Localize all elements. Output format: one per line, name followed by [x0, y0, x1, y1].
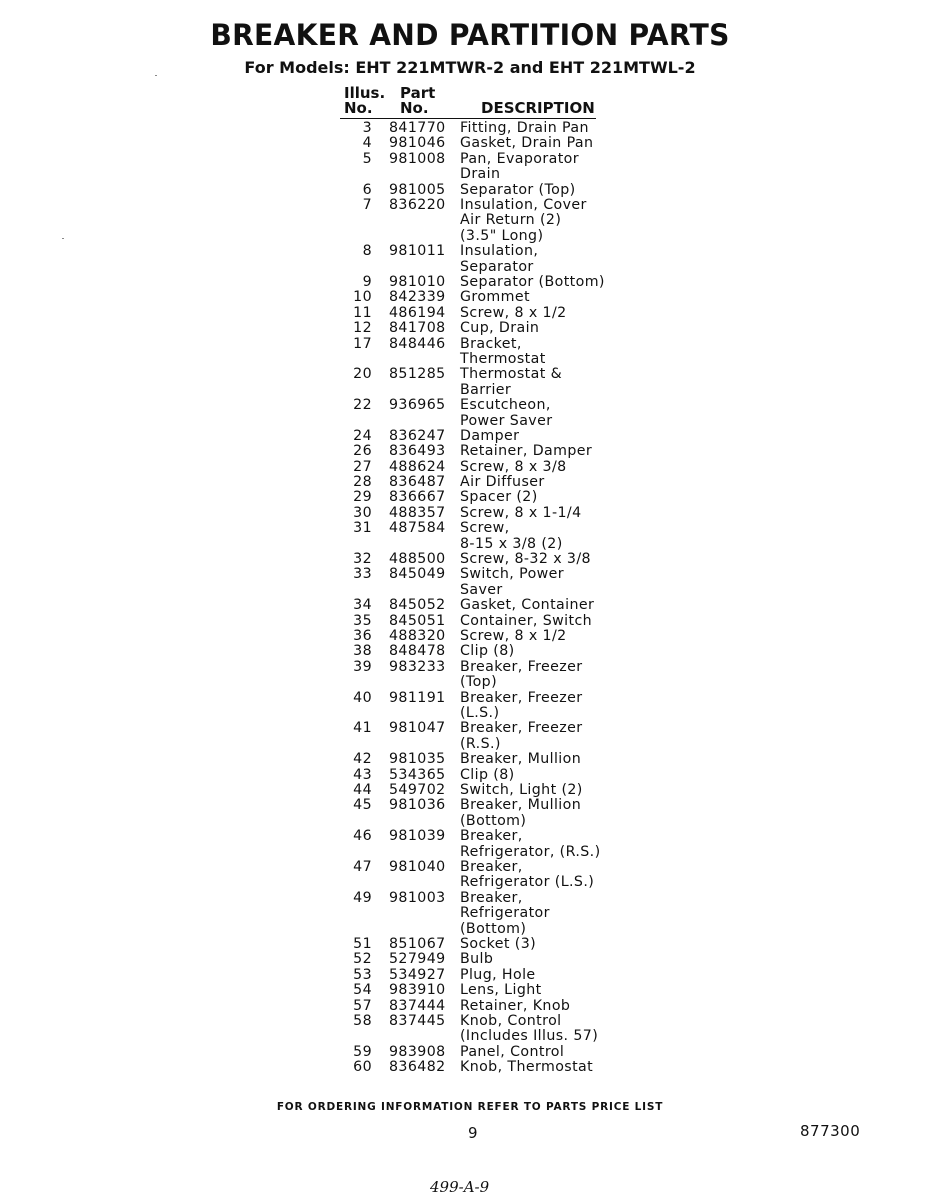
- part-number: 527949: [389, 951, 446, 968]
- illus-number: 22: [353, 397, 372, 414]
- part-description: Clip (8): [460, 643, 515, 660]
- table-row: [0, 552, 940, 567]
- part-number: 981047: [389, 720, 446, 737]
- part-description: Socket (3): [460, 935, 537, 952]
- table-row: [0, 490, 940, 505]
- table-row: [0, 860, 940, 891]
- part-number: 981036: [389, 797, 446, 814]
- part-number: 841770: [389, 120, 446, 136]
- table-row: [0, 752, 940, 767]
- part-number: 981040: [389, 858, 446, 875]
- illus-number: 33: [353, 566, 372, 583]
- part-number: 836247: [389, 427, 446, 444]
- table-row: [0, 429, 940, 444]
- illus-number: 51: [353, 935, 372, 952]
- illus-number: 35: [353, 612, 372, 629]
- table-row: [0, 598, 940, 613]
- part-number: 981003: [389, 889, 446, 906]
- part-description: Insulation, Separator: [460, 243, 539, 275]
- table-row: [0, 1014, 940, 1045]
- illus-number: 26: [353, 443, 372, 460]
- part-description: Retainer, Knob: [460, 997, 571, 1014]
- table-row: [0, 521, 940, 552]
- part-number: 845049: [389, 566, 446, 583]
- illus-number: 11: [353, 304, 372, 321]
- part-description: Bracket, Thermostat: [460, 335, 546, 367]
- part-number: 981010: [389, 273, 446, 290]
- part-number: 851067: [389, 935, 446, 952]
- part-number: 981035: [389, 751, 446, 768]
- part-description: Damper: [460, 427, 520, 444]
- illus-number: 12: [353, 320, 372, 337]
- part-description: Panel, Control: [460, 1043, 565, 1060]
- table-row: [0, 629, 940, 644]
- illus-number: 44: [353, 781, 372, 798]
- illus-number: 36: [353, 628, 372, 645]
- part-description: Screw, 8-15 x 3/8 (2): [460, 520, 563, 552]
- part-description: Fitting, Drain Pan: [460, 120, 589, 136]
- part-description: Switch, Light (2): [460, 781, 583, 798]
- part-description: Gasket, Container: [460, 597, 595, 614]
- part-number: 981039: [389, 828, 446, 845]
- part-description: Breaker, Mullion: [460, 751, 582, 768]
- part-number: 836487: [389, 474, 446, 491]
- part-description: Breaker, Refrigerator, (R.S.): [460, 828, 601, 860]
- table-row: [0, 798, 940, 829]
- illus-number: 20: [353, 366, 372, 383]
- part-description: Insulation, Cover Air Return (2) (3.5" Long): [460, 196, 587, 244]
- part-description: Knob, Thermostat: [460, 1059, 594, 1076]
- illus-number: 57: [353, 997, 372, 1014]
- part-number: 983910: [389, 982, 446, 999]
- part-number: 981008: [389, 150, 446, 167]
- table-row: [0, 121, 940, 136]
- page-title: BREAKER AND PARTITION PARTS: [210, 18, 730, 52]
- illus-number: 38: [353, 643, 372, 660]
- table-row: [0, 306, 940, 321]
- table-row: [0, 983, 940, 998]
- part-description: Screw, 8-32 x 3/8: [460, 551, 591, 568]
- table-row: [0, 952, 940, 967]
- table-row: [0, 721, 940, 752]
- illus-number: 43: [353, 766, 372, 783]
- illus-number: 4: [362, 135, 372, 152]
- part-number: 836220: [389, 196, 446, 213]
- table-row: [0, 475, 940, 490]
- part-number: 981046: [389, 135, 446, 152]
- table-row: [0, 999, 940, 1014]
- illus-number: 5: [362, 150, 372, 167]
- illus-number: 41: [353, 720, 372, 737]
- table-row: [0, 244, 940, 275]
- table-row: [0, 321, 940, 336]
- part-description: Grommet: [460, 289, 530, 306]
- part-number: 845052: [389, 597, 446, 614]
- part-description: Retainer, Damper: [460, 443, 593, 460]
- part-number: 836482: [389, 1059, 446, 1076]
- illus-number: 28: [353, 474, 372, 491]
- table-row: [0, 152, 940, 183]
- illus-number: 34: [353, 597, 372, 614]
- illus-number: 17: [353, 335, 372, 352]
- part-header-line1: Part: [400, 84, 436, 102]
- illus-number: 8: [362, 243, 372, 260]
- table-row: [0, 290, 940, 305]
- part-number: 981011: [389, 243, 446, 260]
- illus-number: 49: [353, 889, 372, 906]
- illus-number: 31: [353, 520, 372, 537]
- description-header: DESCRIPTION: [481, 99, 595, 117]
- table-row: [0, 367, 940, 398]
- table-row: [0, 460, 940, 475]
- part-description: Plug, Hole: [460, 966, 536, 983]
- table-row: [0, 444, 940, 459]
- part-number: 486194: [389, 304, 446, 321]
- part-description: Pan, Evaporator Drain: [460, 150, 579, 183]
- part-number: 488320: [389, 628, 446, 645]
- table-row: [0, 783, 940, 798]
- part-description: Gasket, Drain Pan: [460, 135, 594, 152]
- table-row: [0, 968, 940, 983]
- table-row: [0, 506, 940, 521]
- part-number: 487584: [389, 520, 446, 537]
- part-number: 837445: [389, 1012, 446, 1029]
- part-number: 848478: [389, 643, 446, 660]
- part-description: Thermostat & Barrier: [460, 366, 563, 398]
- table-row: [0, 937, 940, 952]
- table-row: [0, 614, 940, 629]
- illus-number: 10: [353, 289, 372, 306]
- part-number: 841708: [389, 320, 446, 337]
- part-number: 981005: [389, 181, 446, 198]
- illus-number: 59: [353, 1043, 372, 1060]
- part-description: Air Diffuser: [460, 474, 545, 491]
- part-description: Breaker, Freezer (L.S.): [460, 689, 583, 721]
- part-description: Separator (Bottom): [460, 273, 605, 290]
- illus-number: 24: [353, 427, 372, 444]
- part-description: Screw, 8 x 1/2: [460, 304, 567, 321]
- part-number: 534365: [389, 766, 446, 783]
- part-number: 983233: [389, 658, 446, 675]
- models-subtitle: For Models: EHT 221MTWR-2 and EHT 221MTWL-2: [244, 58, 696, 77]
- illus-number: 7: [362, 196, 372, 213]
- part-description: Container, Switch: [460, 612, 593, 629]
- part-description: Switch, Power Saver: [460, 566, 565, 598]
- illus-number: 3: [362, 120, 372, 136]
- part-description: Knob, Control (Includes Illus. 57): [460, 1012, 599, 1045]
- illus-number: 58: [353, 1012, 372, 1029]
- scan-speck: [62, 238, 64, 239]
- part-number: 981191: [389, 689, 446, 706]
- part-number: 549702: [389, 781, 446, 798]
- part-number: 488500: [389, 551, 446, 568]
- illus-number: 52: [353, 951, 372, 968]
- table-row: [0, 1045, 940, 1060]
- part-number: 936965: [389, 397, 446, 414]
- part-description: Breaker, Refrigerator (Bottom): [460, 889, 550, 937]
- table-row: [0, 644, 940, 659]
- illus-number: 60: [353, 1059, 372, 1076]
- illus-number: 32: [353, 551, 372, 568]
- part-number: 851285: [389, 366, 446, 383]
- table-row: [0, 829, 940, 860]
- part-description: Breaker, Refrigerator (L.S.): [460, 858, 595, 891]
- page-number: 9: [468, 1124, 478, 1142]
- part-description: Separator (Top): [460, 181, 576, 198]
- ordering-note: FOR ORDERING INFORMATION REFER TO PARTS PRICE LIST: [276, 1101, 664, 1113]
- table-row: [0, 136, 940, 151]
- illus-number: 9: [362, 273, 372, 290]
- scan-speck: [155, 75, 157, 76]
- part-description: Spacer (2): [460, 489, 538, 506]
- document-number: 877300: [800, 1122, 861, 1140]
- illus-number: 6: [362, 181, 372, 198]
- illus-number: 29: [353, 489, 372, 506]
- part-description: Screw, 8 x 3/8: [460, 458, 567, 475]
- illus-number: 39: [353, 658, 372, 675]
- part-description: Breaker, Mullion (Bottom): [460, 797, 582, 829]
- part-description: Screw, 8 x 1-1/4: [460, 504, 582, 521]
- illus-number: 30: [353, 504, 372, 521]
- part-description: Escutcheon, Power Saver: [460, 397, 553, 429]
- table-row: [0, 660, 940, 691]
- illus-number: 46: [353, 828, 372, 845]
- part-description: Breaker, Freezer (Top): [460, 658, 583, 691]
- table-row: [0, 691, 940, 722]
- table-row: [0, 337, 940, 368]
- part-number: 488357: [389, 504, 446, 521]
- part-description: Screw, 8 x 1/2: [460, 628, 567, 645]
- table-row: [0, 398, 940, 429]
- table-row: [0, 891, 940, 937]
- illus-number: 53: [353, 966, 372, 983]
- handwritten-code: 499-A-9: [430, 1178, 490, 1196]
- part-description: Bulb: [460, 951, 494, 968]
- part-description: Cup, Drain: [460, 320, 540, 337]
- part-number: 836493: [389, 443, 446, 460]
- part-number: 837444: [389, 997, 446, 1014]
- table-row: [0, 183, 940, 198]
- part-number: 983908: [389, 1043, 446, 1060]
- part-number: 845051: [389, 612, 446, 629]
- table-row: [0, 567, 940, 598]
- part-header-line2: No.: [400, 99, 429, 117]
- part-description: Lens, Light: [460, 982, 542, 999]
- illus-number: 54: [353, 982, 372, 999]
- part-number: 534927: [389, 966, 446, 983]
- part-description: Clip (8): [460, 766, 515, 783]
- table-row: [0, 198, 940, 244]
- illus-number: 47: [353, 858, 372, 875]
- part-description: Breaker, Freezer (R.S.): [460, 720, 583, 752]
- table-row: [0, 768, 940, 783]
- part-number: 848446: [389, 335, 446, 352]
- part-number: 836667: [389, 489, 446, 506]
- header-rule: [340, 118, 596, 119]
- part-number: 488624: [389, 458, 446, 475]
- illus-header-line1: Illus.: [344, 84, 386, 102]
- illus-number: 45: [353, 797, 372, 814]
- illus-number: 27: [353, 458, 372, 475]
- part-number: 842339: [389, 289, 446, 306]
- parts-table: [0, 121, 940, 1075]
- illus-number: 40: [353, 689, 372, 706]
- illus-number: 42: [353, 751, 372, 768]
- table-row: [0, 1060, 940, 1075]
- illus-header-line2: No.: [344, 99, 373, 117]
- table-row: [0, 275, 940, 290]
